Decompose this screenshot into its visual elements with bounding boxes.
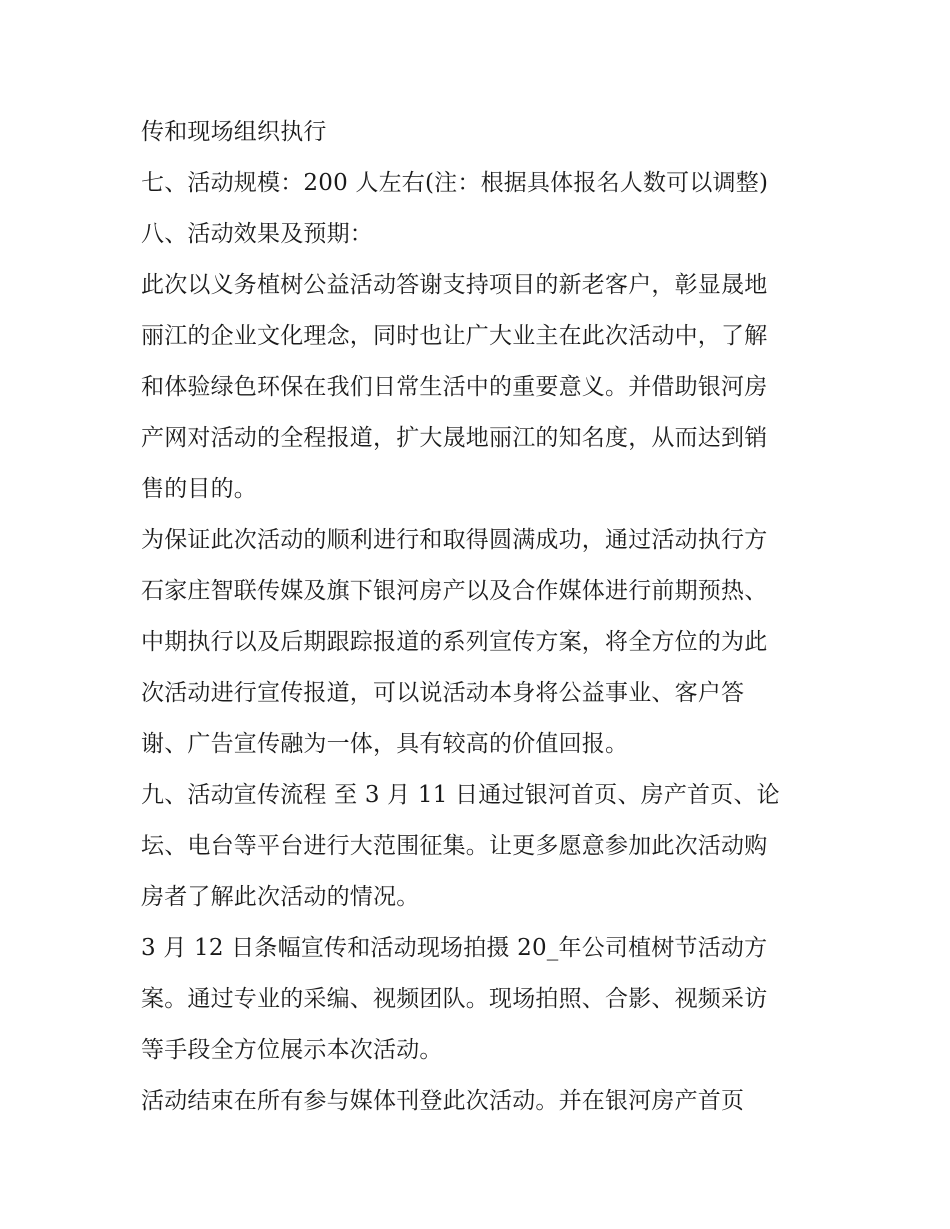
text-line: 石家庄智联传媒及旗下银河房产以及合作媒体进行前期预热、 — [141, 578, 768, 604]
text-line: 产网对活动的全程报道，扩大晟地丽江的知名度，从而达到销 — [141, 425, 768, 451]
text-line: 谢、广告宣传融为一体，具有较高的价值回报。 — [141, 731, 629, 757]
text-line: 案。通过专业的采编、视频团队。现场拍照、合影、视频采访 — [141, 986, 768, 1012]
text-line: 坛、电台等平台进行大范围征集。让更多愿意参加此次活动购 — [141, 833, 768, 859]
text-line: 九、活动宣传流程 至 3 月 11 日通过银河首页、房产首页、论 — [141, 782, 780, 808]
text-line: 此次以义务植树公益活动答谢支持项目的新老客户，彰显晟地 — [141, 272, 768, 298]
document-body — [141, 107, 821, 1127]
text-line: 3 月 12 日条幅宣传和活动现场拍摄 20_年公司植树节活动方 — [141, 935, 768, 961]
text-line: 中期执行以及后期跟踪报道的系列宣传方案，将全方位的为此 — [141, 629, 768, 655]
text-line: 传和现场组织执行 — [141, 119, 327, 145]
text-line: 次活动进行宣传报道，可以说活动本身将公益事业、客户答 — [141, 680, 745, 706]
text-line: 和体验绿色环保在我们日常生活中的重要意义。并借助银河房 — [141, 374, 768, 400]
text-line: 七、活动规模：200 人左右(注：根据具体报名人数可以调整) — [141, 170, 769, 196]
text-line: 活动结束在所有参与媒体刊登此次活动。并在银河房产首页 — [141, 1088, 745, 1114]
text-line: 为保证此次活动的顺利进行和取得圆满成功，通过活动执行方 — [141, 527, 768, 553]
text-line: 八、活动效果及预期： — [141, 221, 373, 247]
text-line: 丽江的企业文化理念，同时也让广大业主在此次活动中，了解 — [141, 323, 768, 349]
text-line: 等手段全方位展示本次活动。 — [141, 1037, 443, 1063]
text-line: 房者了解此次活动的情况。 — [141, 884, 420, 910]
text-line: 售的目的。 — [141, 476, 257, 502]
